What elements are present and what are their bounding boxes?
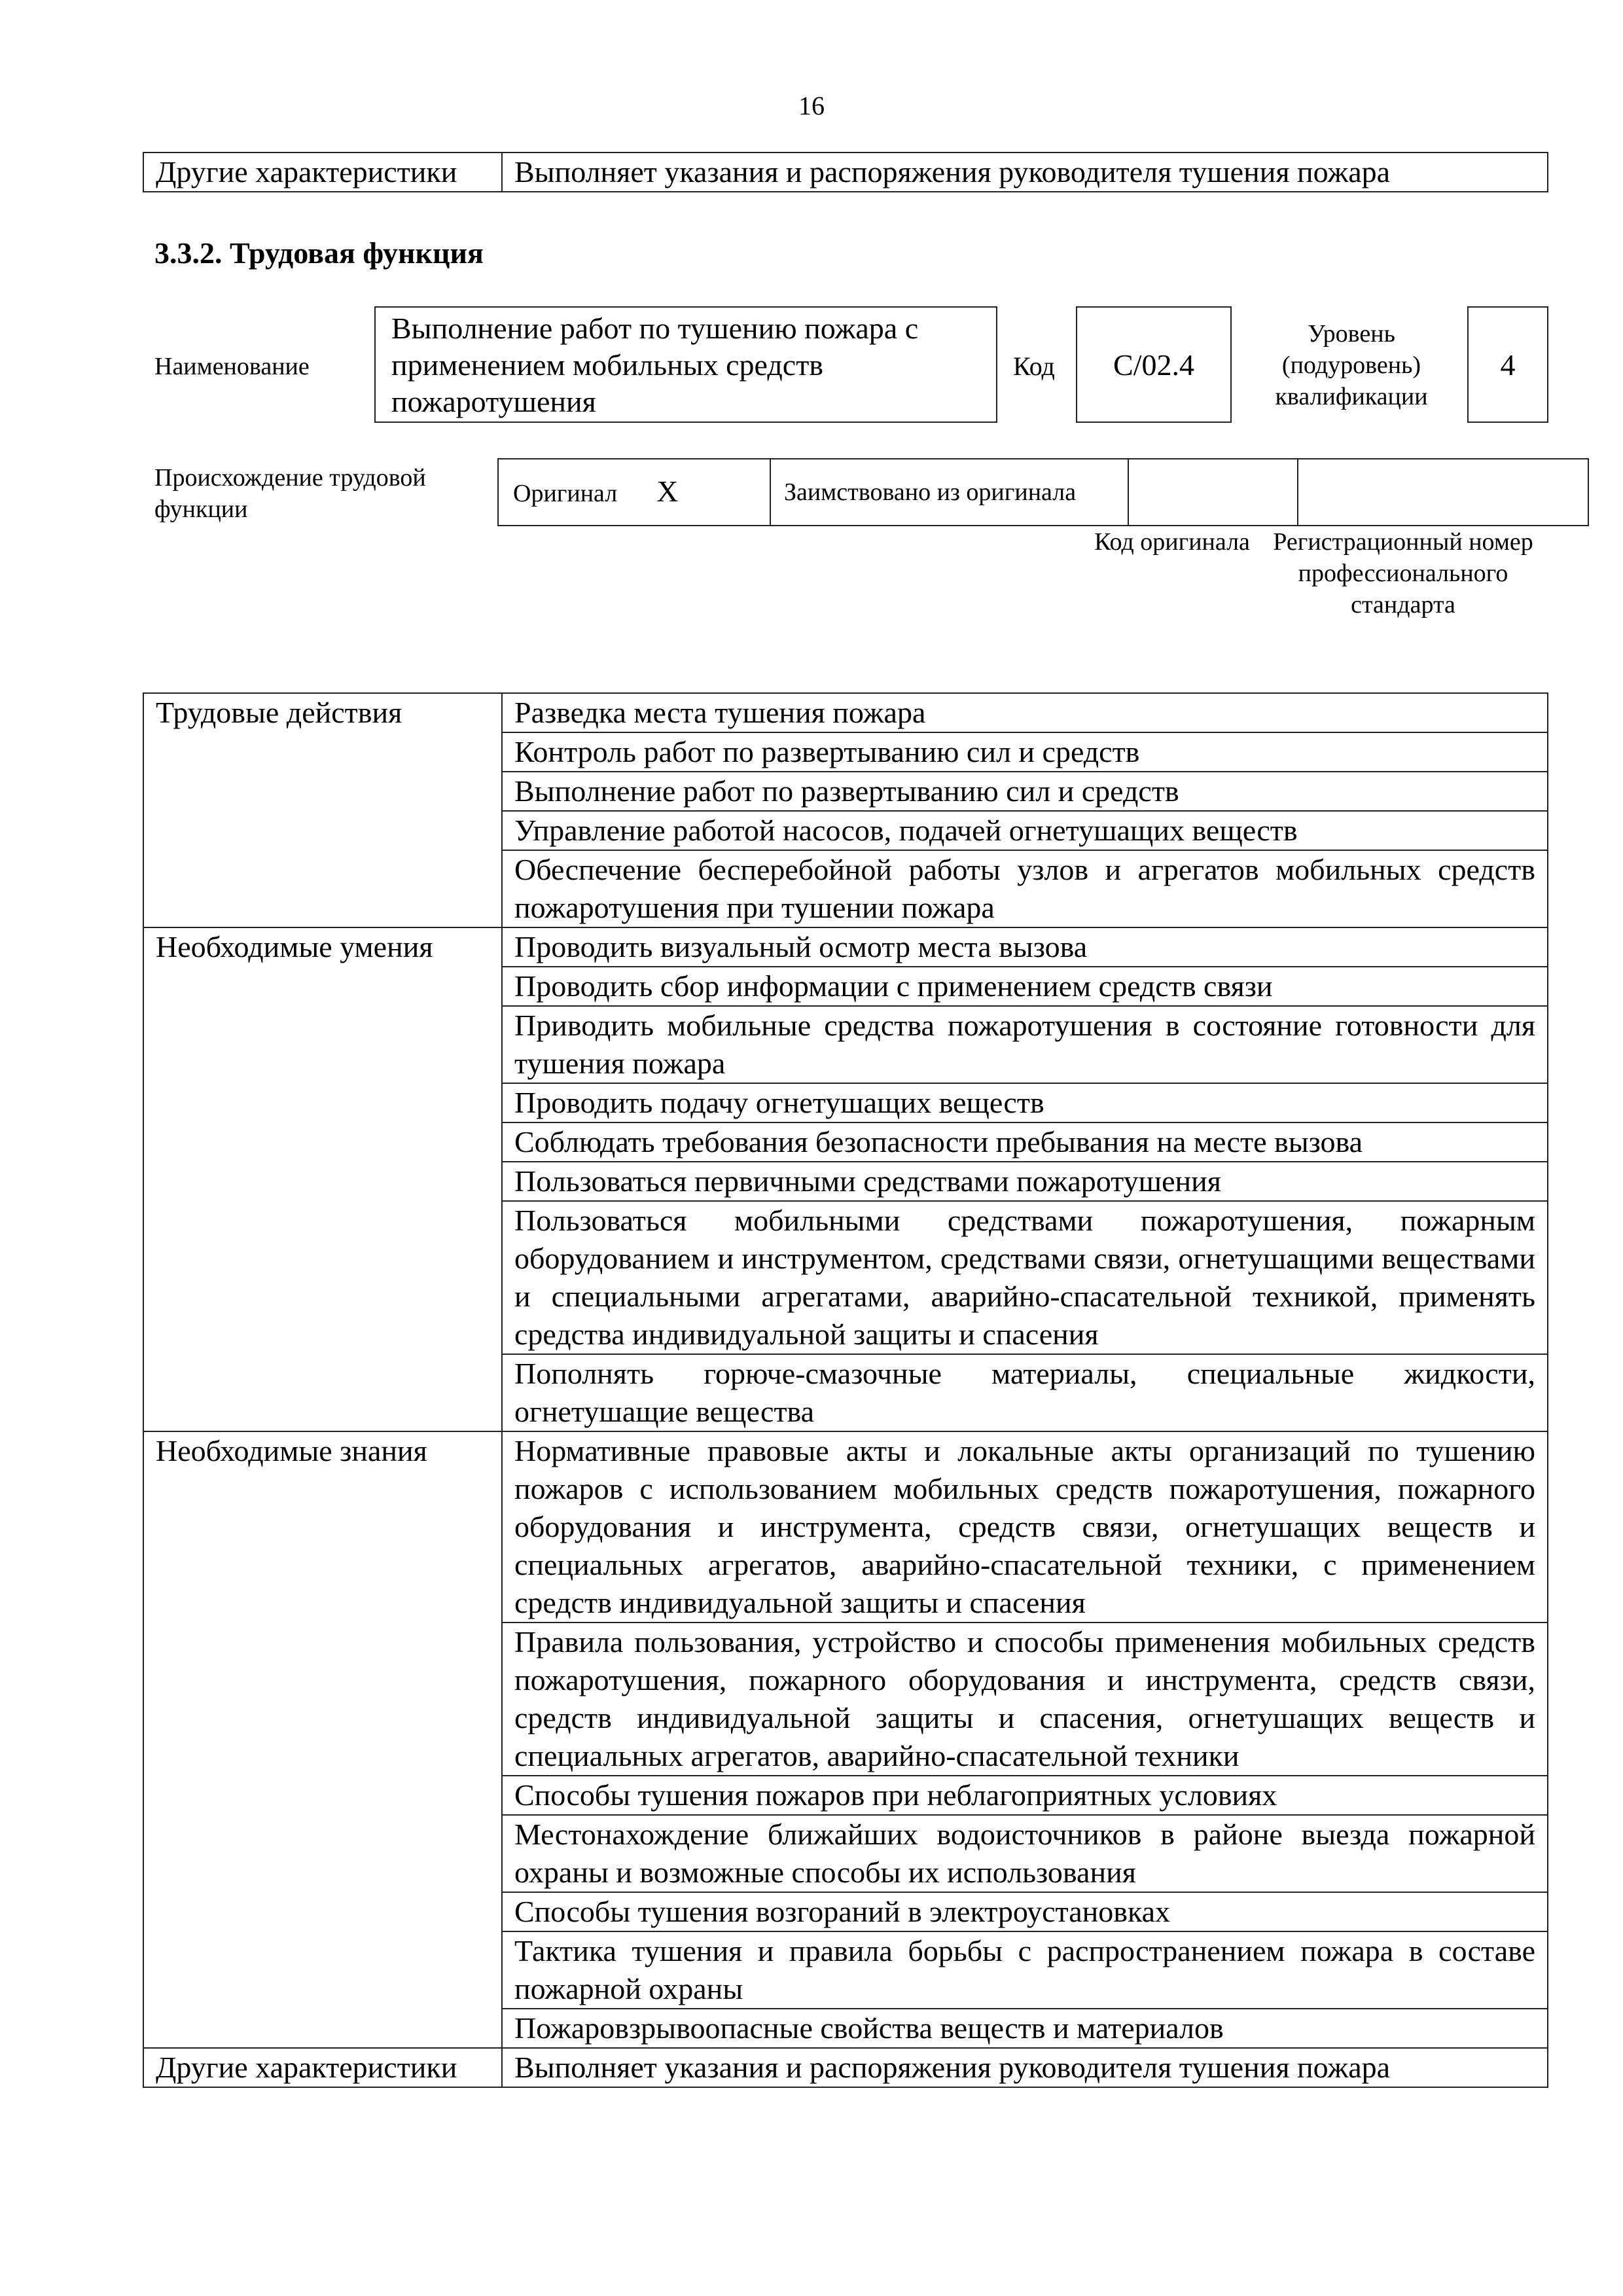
section-item: Местонахождение ближайших водоисточников в районе выезда пожарной охраны и возможные способы их использования [502, 1815, 1548, 1892]
level-box [1467, 306, 1548, 423]
section-item: Обеспечение бесперебойной работы узлов и агрегатов мобильных средств пожаротушения при тушении пожара [502, 850, 1548, 927]
code-label: Код [1013, 351, 1055, 381]
section-item: Контроль работ по развертыванию сил и средств [502, 732, 1548, 772]
section-title: 3.3.2. Трудовая функция [154, 236, 484, 270]
section-item: Пользоваться мобильными средствами пожаротушения, пожарным оборудованием и инструментом, средствами связи, огнетушащими веществами и специальными агрегатами, аварийно-спасательной техникой, применять средства индивидуальной защиты и спасения [502, 1201, 1548, 1354]
section-item: Разведка места тушения пожара [502, 693, 1548, 732]
origin-label: Происхождение трудовой функции [154, 464, 426, 523]
row-value: Выполняет указания и распоряжения руководителя тушения пожара [502, 152, 1548, 192]
origin-reg-cell [1298, 459, 1588, 526]
level-label [1243, 318, 1459, 412]
section-item: Тактика тушения и правила борьбы с распространением пожара в составе пожарной охраны [502, 1931, 1548, 2009]
section-item: Соблюдать требования безопасности пребывания на месте вызова [502, 1122, 1548, 1162]
section-label: Необходимые знания [143, 1431, 502, 2048]
level-value: 4 [1500, 348, 1516, 382]
table-row [143, 927, 1548, 967]
level-label-line: квалификации [1275, 383, 1428, 410]
top-characteristics-table [143, 152, 1548, 192]
section-item: Правила пользования, устройство и способы применения мобильных средств пожаротушения, пожарного оборудования и инструмента, средств связи, средств индивидуальной защиты и спасения, огнетушащих веществ и специальных агрегатов, аварийно-спасательной техники [502, 1623, 1548, 1776]
origin-table [497, 458, 1589, 526]
labor-function-body [143, 693, 1548, 2087]
section-item: Управление работой насосов, подачей огнетушащих веществ [502, 811, 1548, 850]
section-label: Трудовые действия [143, 693, 502, 927]
section-item: Пополнять горюче-смазочные материалы, специальные жидкости, огнетушащие вещества [502, 1354, 1548, 1431]
section-item: Проводить сбор информации с применением средств связи [502, 967, 1548, 1006]
section-label: Необходимые умения [143, 927, 502, 1431]
labor-function-table [143, 692, 1548, 2088]
section-item: Выполнение работ по развертыванию сил и средств [502, 772, 1548, 811]
row-label: Другие характеристики [143, 152, 502, 192]
section-item: Способы тушения возгораний в электроустановках [502, 1892, 1548, 1931]
function-name: Выполнение работ по тушению пожара с применением мобильных средств пожаротушения [391, 312, 919, 418]
page-number: 16 [798, 91, 825, 120]
section-item: Пользоваться первичными средствами пожаротушения [502, 1162, 1548, 1201]
code-box [1076, 306, 1232, 423]
reg-caption: Регистрационный номер профессионального стандарта [1273, 528, 1533, 619]
origin-borrowed-cell: Заимствовано из оригинала [770, 459, 1128, 526]
section-item: Пожаровзрывоопасные свойства веществ и материалов [502, 2009, 1548, 2048]
section-item: Нормативные правовые акты и локальные акты организаций по тушению пожаров с использованием мобильных средств пожаротушения, пожарного оборудования и инструмента, средств связи, огнетушащих веществ и специальных агрегатов, аварийно-спасательной техники, с применением средств индивидуальной защиты и спасения [502, 1431, 1548, 1623]
function-code: C/02.4 [1113, 348, 1194, 382]
origin-code-cell [1128, 459, 1298, 526]
section-item: Приводить мобильные средства пожаротушения в состояние готовности для тушения пожара [502, 1006, 1548, 1083]
table-row [498, 459, 1588, 526]
function-name-box [374, 306, 997, 423]
original-label: Оригинал [513, 479, 618, 507]
code-caption: Код оригинала [1094, 528, 1250, 556]
table-row [143, 2048, 1548, 2087]
table-row [143, 693, 1548, 732]
level-label-line: (подуровень) [1281, 351, 1421, 379]
table-row [143, 1431, 1548, 1623]
section-item: Выполняет указания и распоряжения руководителя тушения пожара [502, 2048, 1548, 2087]
level-label-line: Уровень [1308, 320, 1395, 348]
section-label: Другие характеристики [143, 2048, 502, 2087]
section-item: Проводить подачу огнетушащих веществ [502, 1083, 1548, 1122]
origin-original-cell [498, 459, 770, 526]
section-item: Проводить визуальный осмотр места вызова [502, 927, 1548, 967]
section-item: Способы тушения пожаров при неблагоприятных условиях [502, 1776, 1548, 1815]
original-mark: X [656, 474, 679, 508]
name-label: Наименование [154, 353, 310, 380]
table-row [143, 152, 1548, 192]
